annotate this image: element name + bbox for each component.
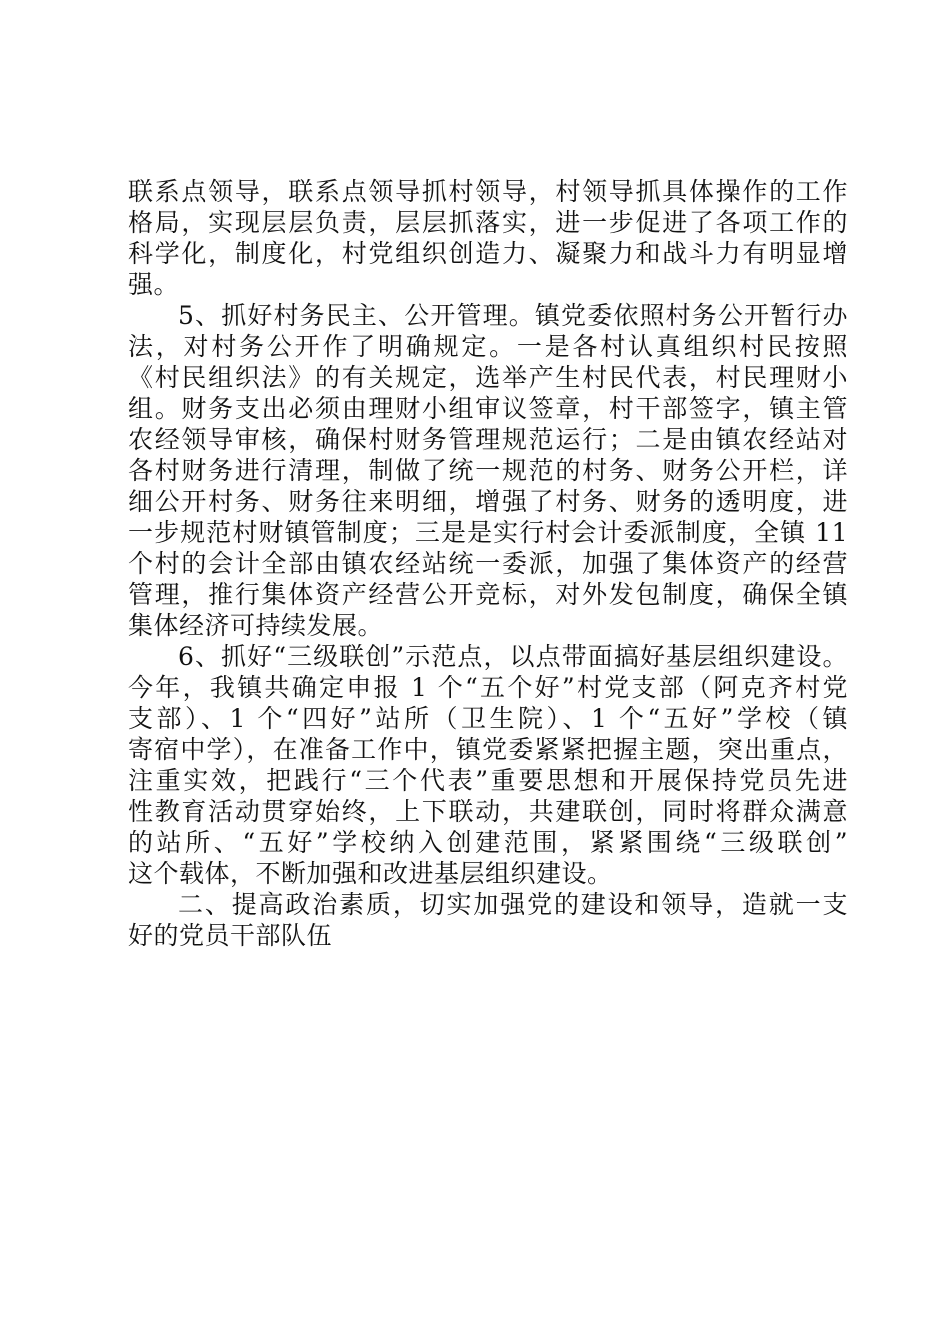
text-line: 《村民组织法》的有关规定，选举产生村民代表，村民理财小 [128, 363, 848, 392]
text-line: 这个载体，不断加强和改进基层组织建设。 [128, 859, 613, 888]
section-heading-line: 好的党员干部队伍 [128, 921, 333, 950]
text-line: 个村的会计全部由镇农经站统一委派，加强了集体资产的经营 [128, 549, 848, 578]
text-line: 今年，我镇共确定申报 1 个“五个好”村党支部（阿克齐村党 [128, 673, 848, 702]
text-line: 细公开村务、财务往来明细，增强了村务、财务的透明度，进 [128, 487, 848, 516]
section-heading-line: 二、提高政治素质，切实加强党的建设和领导，造就一支 [178, 890, 848, 919]
text-line: 组。财务支出必须由理财小组审议签章，村干部签字，镇主管 [128, 394, 848, 423]
text-line: 法，对村务公开作了明确规定。一是各村认真组织村民按照 [128, 332, 848, 361]
text-line: 性教育活动贯穿始终，上下联动，共建联创，同时将群众满意 [128, 797, 848, 826]
text-line: 注重实效，把践行“三个代表”重要思想和开展保持党员先进 [128, 766, 848, 795]
text-line: 联系点领导，联系点领导抓村领导，村领导抓具体操作的工作 [128, 177, 848, 206]
paragraph-start-line: 6、抓好“三级联创”示范点，以点带面搞好基层组织建设。 [178, 642, 848, 671]
text-line: 管理，推行集体资产经营公开竞标，对外发包制度，确保全镇 [128, 580, 848, 609]
text-line: 的站所、“五好”学校纳入创建范围，紧紧围绕“三级联创” [128, 828, 848, 857]
text-line: 强。 [128, 270, 180, 299]
text-line: 集体经济可持续发展。 [128, 611, 384, 640]
text-line: 一步规范村财镇管制度；三是是实行村会计委派制度，全镇 11 [128, 518, 848, 547]
document-body [128, 176, 848, 951]
text-line: 各村财务进行清理，制做了统一规范的村务、财务公开栏，详 [128, 456, 848, 485]
text-line: 支部）、1 个“四好”站所（卫生院）、1 个“五好”学校（镇 [128, 704, 848, 733]
paragraph-start-line: 5、抓好村务民主、公开管理。镇党委依照村务公开暂行办 [178, 301, 848, 330]
text-line: 寄宿中学），在准备工作中，镇党委紧紧把握主题，突出重点， [128, 735, 848, 764]
text-line: 科学化，制度化，村党组织创造力、凝聚力和战斗力有明显增 [128, 239, 848, 268]
text-line: 格局，实现层层负责，层层抓落实，进一步促进了各项工作的 [128, 208, 848, 237]
text-line: 农经领导审核，确保村财务管理规范运行；二是由镇农经站对 [128, 425, 848, 454]
